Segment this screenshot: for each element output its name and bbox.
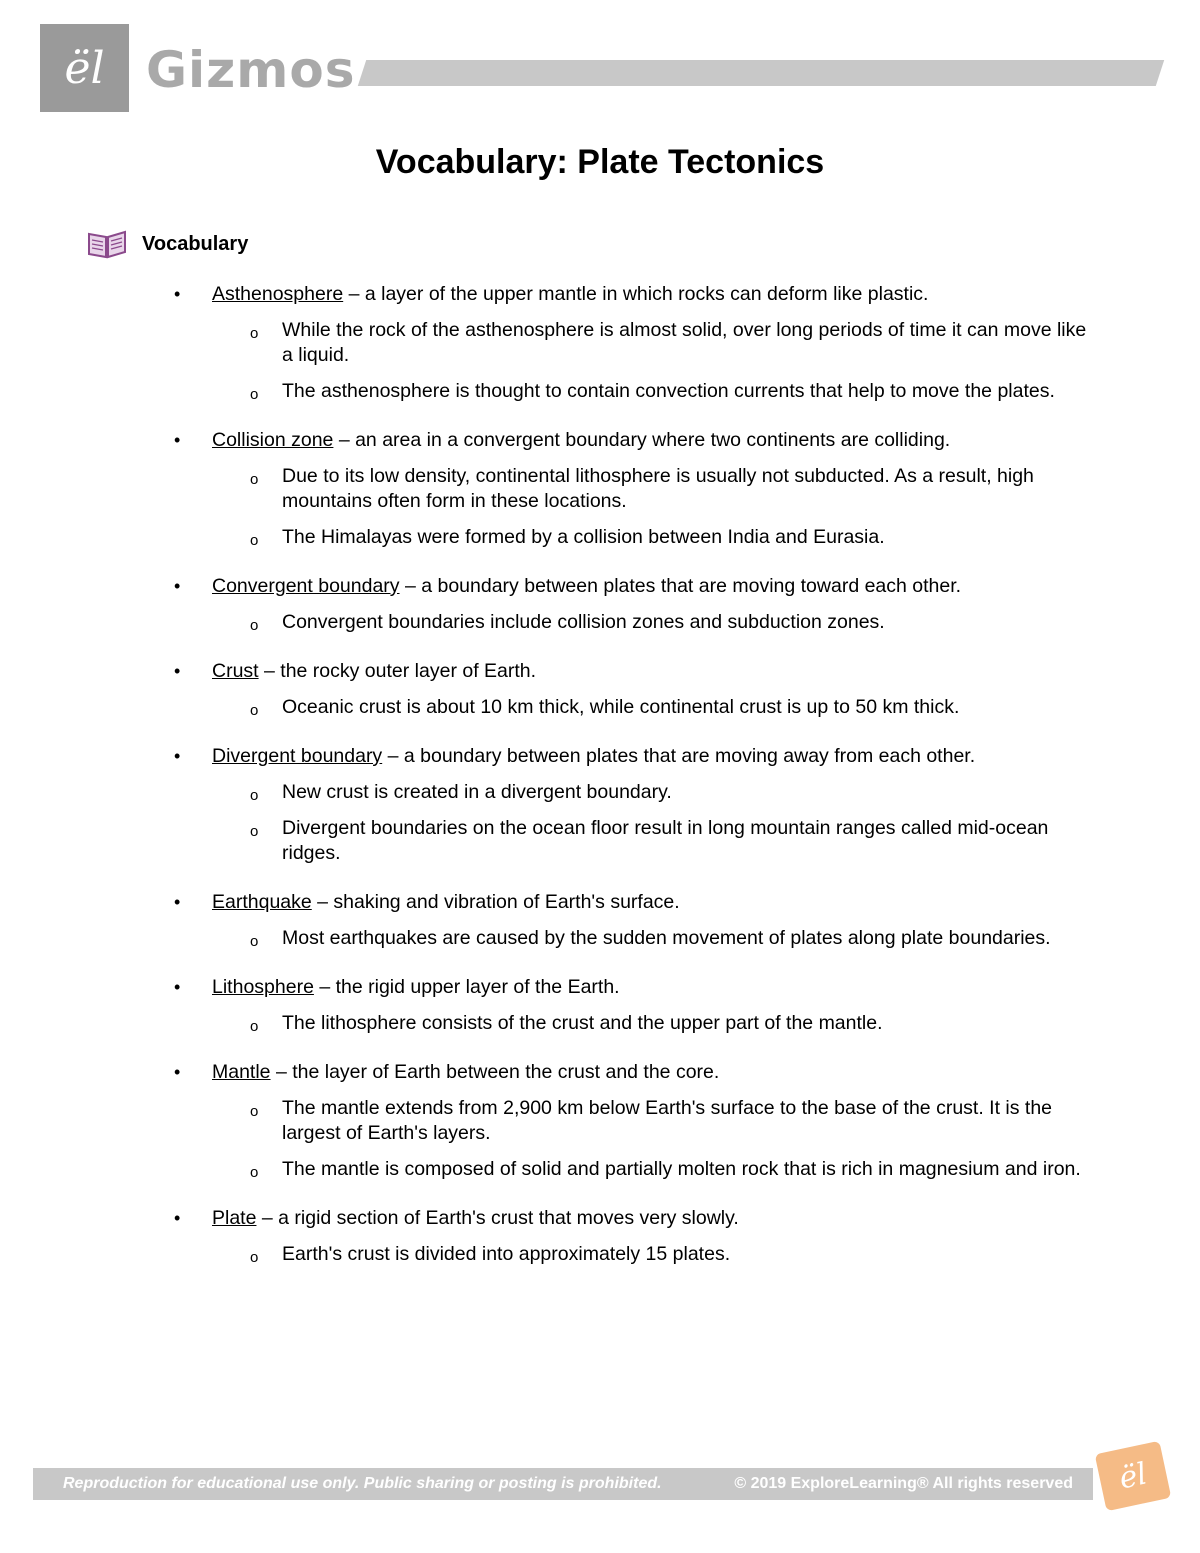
term-item xyxy=(170,975,1090,1000)
term-definition: – a rigid section of Earth's crust that moves very slowly. xyxy=(256,1207,739,1229)
term-definition: – the layer of Earth between the crust and the core. xyxy=(270,1061,720,1083)
bullet-icon: • xyxy=(174,746,181,766)
term-note-text: Oceanic crust is about 10 km thick, while continental crust is up to 50 km thick. xyxy=(282,696,960,718)
bullet-icon: • xyxy=(174,1062,181,1082)
bullet-icon: • xyxy=(174,284,181,304)
term-note xyxy=(170,926,1090,951)
term-note xyxy=(170,1011,1090,1036)
term-note xyxy=(170,379,1090,404)
term-item xyxy=(170,428,1090,453)
term-item xyxy=(170,282,1090,307)
term-note-text: Convergent boundaries include collision zones and subduction zones. xyxy=(282,611,885,633)
term-definition: – a layer of the upper mantle in which rocks can deform like plastic. xyxy=(343,283,929,305)
term-word: Lithosphere xyxy=(212,976,314,998)
term-note-text: New crust is created in a divergent boundary. xyxy=(282,781,672,803)
circle-bullet-icon: o xyxy=(250,1249,259,1266)
circle-bullet-icon: o xyxy=(250,617,259,634)
section-label: Vocabulary xyxy=(142,232,249,255)
term-note-text: Divergent boundaries on the ocean floor result in long mountain ranges called mid-ocean ridges. xyxy=(282,817,1049,864)
footer-bar xyxy=(33,1468,1093,1500)
term-definition: – the rocky outer layer of Earth. xyxy=(258,660,537,682)
circle-bullet-icon: o xyxy=(250,386,259,403)
term-note-text: The mantle is composed of solid and partially molten rock that is rich in magnesium and iron. xyxy=(282,1158,1081,1180)
term-word: Asthenosphere xyxy=(212,283,344,305)
brand-name: Gizmos xyxy=(146,41,356,99)
term-word: Plate xyxy=(212,1207,257,1229)
footer-notice: Reproduction for educational use only. Public sharing or posting is prohibited. xyxy=(63,1475,662,1492)
term-word: Collision zone xyxy=(212,429,334,451)
term-item xyxy=(170,1206,1090,1231)
page-title: Vocabulary: Plate Tectonics xyxy=(375,143,825,181)
term-note xyxy=(170,1157,1090,1182)
vocabulary-heading xyxy=(86,228,248,260)
term-item xyxy=(170,744,1090,769)
circle-bullet-icon: o xyxy=(250,1164,259,1181)
circle-bullet-icon: o xyxy=(250,471,259,488)
term-note xyxy=(170,695,1090,720)
term-note xyxy=(170,610,1090,635)
term-definition: – shaking and vibration of Earth's surface. xyxy=(311,891,680,913)
vocabulary-list xyxy=(170,282,1090,1267)
term-note-text: The Himalayas were formed by a collision between India and Eurasia. xyxy=(282,526,885,548)
circle-bullet-icon: o xyxy=(250,325,259,342)
term-note-text: While the rock of the asthenosphere is almost solid, over long periods of time it can move like a liquid. xyxy=(282,319,1087,366)
term-definition: – a boundary between plates that are moving away from each other. xyxy=(382,745,976,767)
term-note-text: The mantle extends from 2,900 km below Earth's surface to the base of the crust. It is the largest of Earth's layers. xyxy=(282,1097,1053,1144)
circle-bullet-icon: o xyxy=(250,1103,259,1120)
circle-bullet-icon: o xyxy=(250,702,259,719)
term-note-text: The lithosphere consists of the crust and the upper part of the mantle. xyxy=(282,1012,883,1034)
header-bar xyxy=(358,60,1164,86)
bullet-icon: • xyxy=(174,892,181,912)
term-word: Convergent boundary xyxy=(212,575,400,597)
term-note xyxy=(170,816,1090,866)
circle-bullet-icon: o xyxy=(250,933,259,950)
term-note-text: Due to its low density, continental lithosphere is usually not subducted. As a result, high mountains often form in these locations. xyxy=(282,465,1034,512)
footer-copyright: © 2019 ExploreLearning® All rights reserved xyxy=(734,1475,1073,1492)
term-item xyxy=(170,574,1090,599)
term-note-text: Most earthquakes are caused by the sudden movement of plates along plate boundaries. xyxy=(282,927,1051,949)
term-definition: – the rigid upper layer of the Earth. xyxy=(313,976,620,998)
term-item xyxy=(170,1060,1090,1085)
bullet-icon: • xyxy=(174,1208,181,1228)
term-note xyxy=(170,464,1090,514)
term-note xyxy=(170,525,1090,550)
explorelearning-logo: ël xyxy=(1095,1441,1172,1511)
circle-bullet-icon: o xyxy=(250,1018,259,1035)
circle-bullet-icon: o xyxy=(250,787,259,804)
gizmos-logo: ël xyxy=(40,24,129,112)
circle-bullet-icon: o xyxy=(250,823,259,840)
bullet-icon: • xyxy=(174,661,181,681)
term-note-text: Earth's crust is divided into approximately 15 plates. xyxy=(282,1243,731,1265)
term-note xyxy=(170,1096,1090,1146)
bullet-icon: • xyxy=(174,977,181,997)
term-word: Divergent boundary xyxy=(212,745,383,767)
circle-bullet-icon: o xyxy=(250,532,259,549)
term-definition: – a boundary between plates that are moving toward each other. xyxy=(399,575,962,597)
term-word: Mantle xyxy=(212,1061,271,1083)
term-word: Crust xyxy=(212,660,259,682)
term-note xyxy=(170,1242,1090,1267)
term-item xyxy=(170,890,1090,915)
term-word: Earthquake xyxy=(212,891,312,913)
term-note xyxy=(170,780,1090,805)
term-note-text: The asthenosphere is thought to contain convection currents that help to move the plates. xyxy=(282,380,1055,402)
term-item xyxy=(170,659,1090,684)
term-note xyxy=(170,318,1090,368)
bullet-icon: • xyxy=(174,430,181,450)
book-icon xyxy=(86,228,128,260)
term-definition: – an area in a convergent boundary where two continents are colliding. xyxy=(333,429,951,451)
bullet-icon: • xyxy=(174,576,181,596)
